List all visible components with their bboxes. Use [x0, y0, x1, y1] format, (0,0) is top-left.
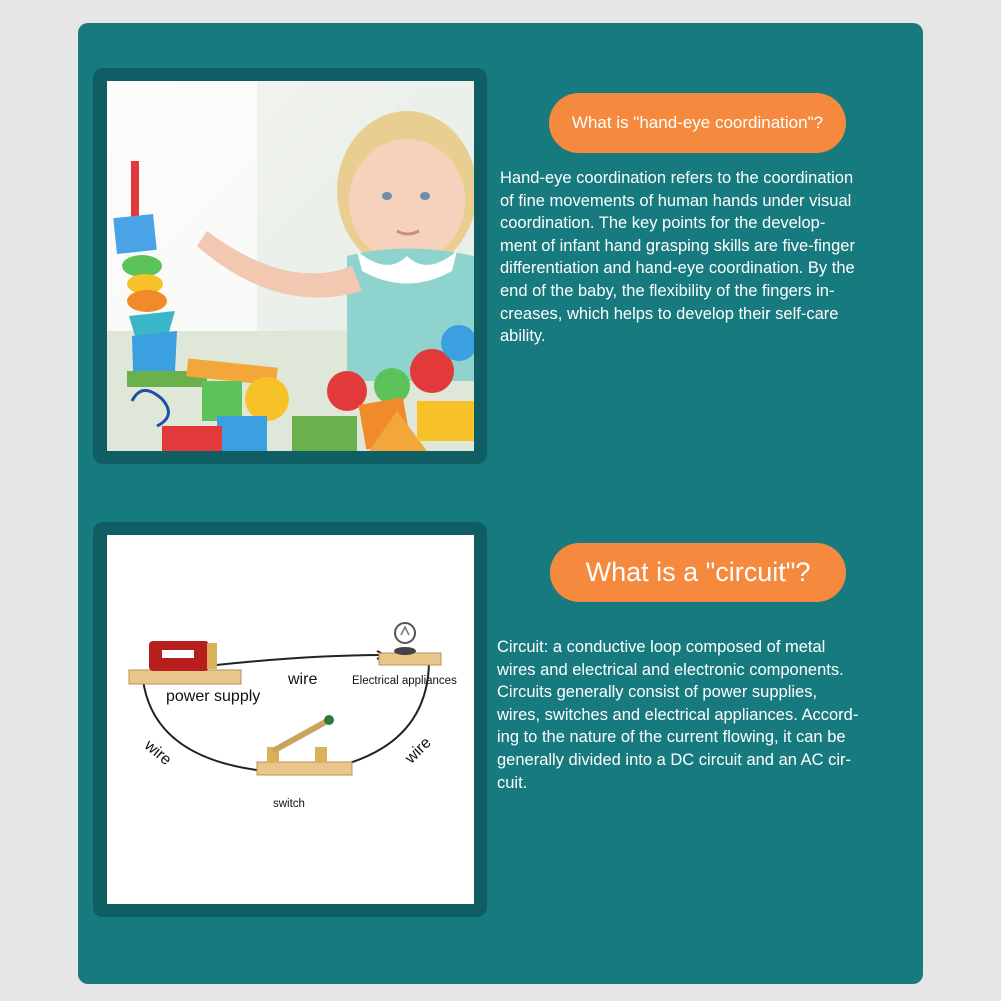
paragraph-circuit: Circuit: a conductive loop composed of metal wires and electrical and electronic components. Circuits generally consist of power supplies, wires, switches and electrical appliances. Accord- ing to the nature of the current flowing, it can be generally divided into a DC circuit and an AC cir- cuit. [497, 638, 859, 792]
heading-hand-eye-coordination: What is "hand-eye coordination"? [549, 93, 846, 153]
label-wire-left: wire [141, 737, 175, 769]
label-switch: switch [273, 798, 305, 810]
heading-circuit: What is a "circuit"? [550, 543, 846, 602]
label-power-supply: power supply [166, 688, 261, 705]
paragraph-hand-eye-coordination: Hand-eye coordination refers to the coordination of fine movements of human hands under visual coordination. The key points for the develop- ment of infant hand grasping skills are five-finger differentiation and hand-eye coordination. By the end of the baby, the flexibility of the fingers in- creases, which helps to develop their self-care ability. [500, 169, 855, 346]
label-electrical-appliances: Electrical appliances [352, 675, 457, 687]
label-wire-right: wire [402, 734, 435, 768]
circuit-diagram [107, 535, 474, 904]
photo-illustration [107, 81, 474, 451]
girl-playing-beads-photo [107, 81, 474, 451]
circuit-illustration [107, 535, 474, 904]
label-wire-top: wire [288, 671, 318, 688]
